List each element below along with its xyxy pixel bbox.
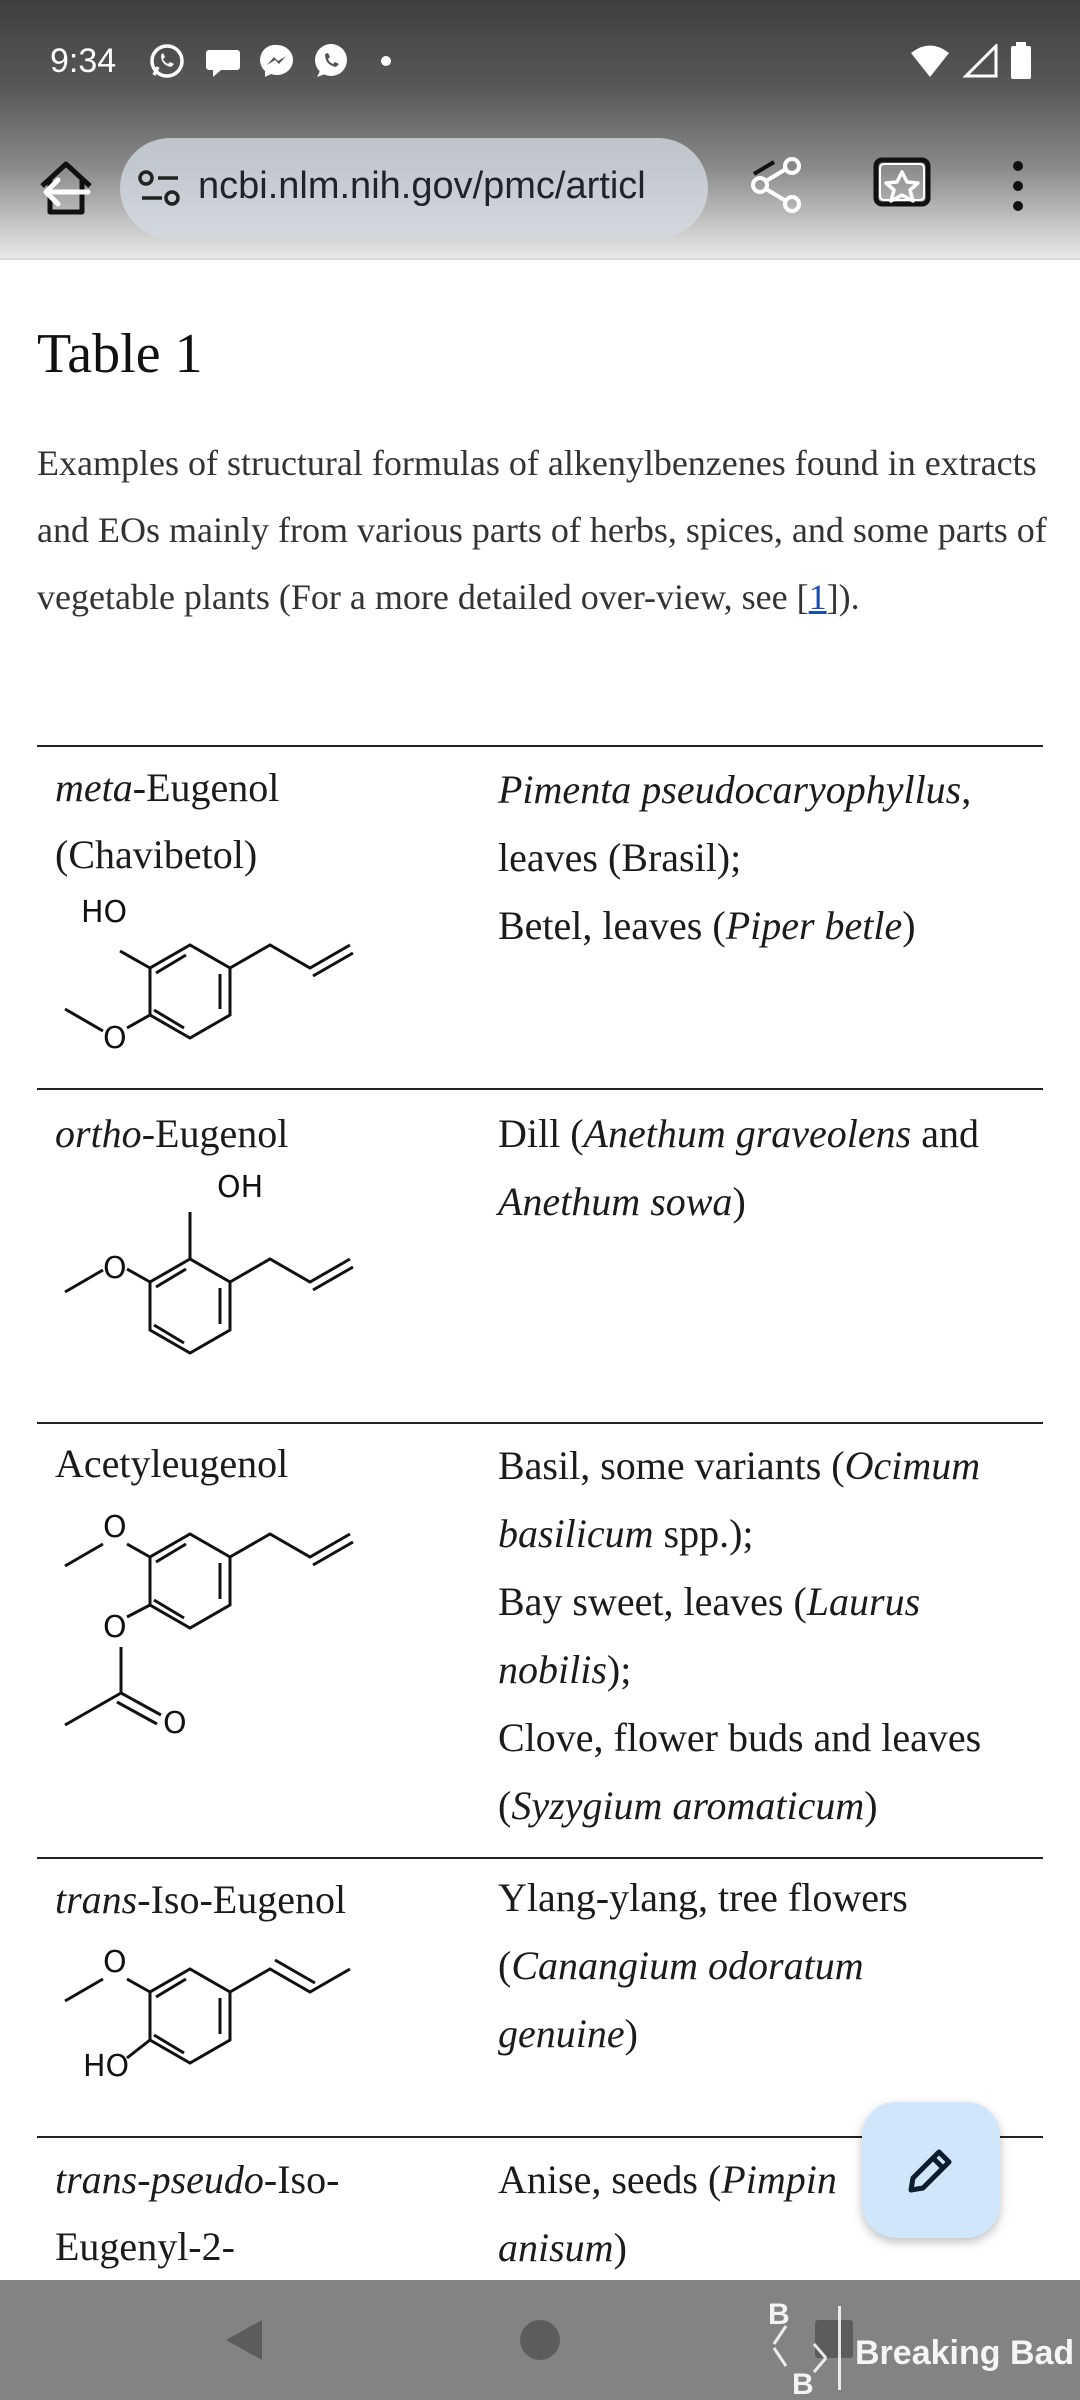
whatsapp-icon bbox=[312, 42, 350, 80]
watermark-text: Breaking Bad bbox=[855, 2334, 1075, 2372]
nav-home-icon[interactable] bbox=[520, 2320, 560, 2360]
name-main: -Iso- bbox=[263, 2157, 340, 2202]
struct-label: HO bbox=[81, 895, 128, 930]
name-prefix: trans bbox=[55, 1877, 138, 1922]
row-divider bbox=[37, 1088, 1043, 1090]
row-divider bbox=[37, 1857, 1043, 1859]
struct-label: O bbox=[103, 1510, 127, 1545]
name-main: -Eugenol bbox=[132, 765, 280, 810]
name-main: Acetyleugenol bbox=[55, 1441, 289, 1486]
more-options-icon[interactable] bbox=[1000, 154, 1036, 218]
site-settings-icon[interactable] bbox=[138, 168, 182, 208]
source-cell: Anise, seeds (Pimpin anisum) bbox=[498, 2157, 837, 2270]
signal-icon bbox=[962, 44, 998, 78]
caption-text: Examples of structural formulas of alkenylbenzenes found in extracts and EOs mainly from various parts of herbs, spices, and some parts of vegetable plants (For a more detailed over-view, see [ bbox=[37, 443, 1047, 617]
watermark-logo bbox=[762, 2296, 838, 2396]
struct-label: OH bbox=[217, 1170, 264, 1205]
whatsapp-icon bbox=[148, 42, 186, 80]
compound-name bbox=[55, 1430, 288, 1497]
name-second: Eugenyl-2- bbox=[55, 2224, 235, 2269]
chrome-divider bbox=[0, 258, 1080, 260]
pencil-icon bbox=[905, 2144, 957, 2196]
nav-back-icon[interactable] bbox=[222, 2316, 266, 2364]
wifi-icon bbox=[910, 44, 950, 78]
battery-icon bbox=[1010, 42, 1032, 80]
messenger-icon bbox=[258, 42, 296, 80]
structure-acetyleugenol bbox=[55, 1495, 475, 1785]
struct-label: O bbox=[163, 1706, 187, 1741]
name-prefix: trans-pseudo bbox=[55, 2157, 264, 2202]
compound-name bbox=[55, 1866, 346, 1933]
name-second: (Chavibetol) bbox=[55, 832, 258, 877]
home-icon[interactable] bbox=[34, 156, 98, 220]
caption-end: ]). bbox=[826, 577, 860, 617]
status-bar bbox=[0, 0, 1080, 120]
url-bar[interactable] bbox=[120, 138, 708, 238]
svg-text:B: B bbox=[768, 2298, 790, 2331]
struct-label: HO bbox=[83, 2049, 130, 2084]
struct-label: O bbox=[103, 1610, 127, 1645]
compound-name bbox=[55, 1100, 288, 1167]
source-cell: Dill (Anethum graveolens and Anethum sowa) bbox=[498, 1111, 980, 1224]
table-top-rule bbox=[37, 745, 1043, 747]
share-icon[interactable] bbox=[746, 154, 808, 216]
bookmark-star-icon[interactable] bbox=[870, 154, 934, 218]
structure-meta-eugenol bbox=[55, 888, 475, 1068]
structure-trans-iso-eugenol bbox=[55, 1930, 475, 2110]
row-divider bbox=[37, 1422, 1043, 1424]
compound-name bbox=[55, 2146, 339, 2280]
compound-name bbox=[55, 754, 279, 888]
name-prefix: ortho bbox=[55, 1111, 142, 1156]
edit-fab-button[interactable] bbox=[862, 2102, 1000, 2238]
url-bar-row bbox=[0, 130, 1080, 250]
source-cell: Ylang-ylang, tree flowers (Canangium odoratum genuine) bbox=[498, 1875, 908, 2056]
structure-ortho-eugenol bbox=[55, 1170, 475, 1390]
struct-label: O bbox=[103, 1251, 127, 1286]
chat-bubble-icon bbox=[204, 42, 242, 80]
struct-label: O bbox=[103, 1021, 127, 1056]
name-main: -Iso-Eugenol bbox=[137, 1877, 347, 1922]
name-prefix: meta bbox=[55, 765, 133, 810]
source-cell: Basil, some variants (Ocimum basilicum spp.); Bay sweet, leaves (Laurus nobilis); Clove, flower buds and leaves (Syzygium aromaticum) bbox=[498, 1443, 982, 1828]
svg-text:B: B bbox=[792, 2368, 814, 2396]
url-text[interactable]: ncbi.nlm.nih.gov/pmc/articl bbox=[198, 165, 646, 207]
table-title: Table 1 bbox=[37, 323, 203, 385]
status-time: 9:34 bbox=[50, 42, 117, 80]
source-cell: Pimenta pseudocaryophyllus, leaves (Brasil); Betel, leaves (Piper betle) bbox=[498, 767, 972, 948]
name-main: -Eugenol bbox=[141, 1111, 289, 1156]
reference-link[interactable]: 1 bbox=[808, 577, 827, 617]
struct-label: O bbox=[103, 1945, 127, 1980]
watermark-separator bbox=[838, 2306, 841, 2390]
dot-icon bbox=[372, 42, 410, 80]
table-caption bbox=[37, 430, 1047, 631]
